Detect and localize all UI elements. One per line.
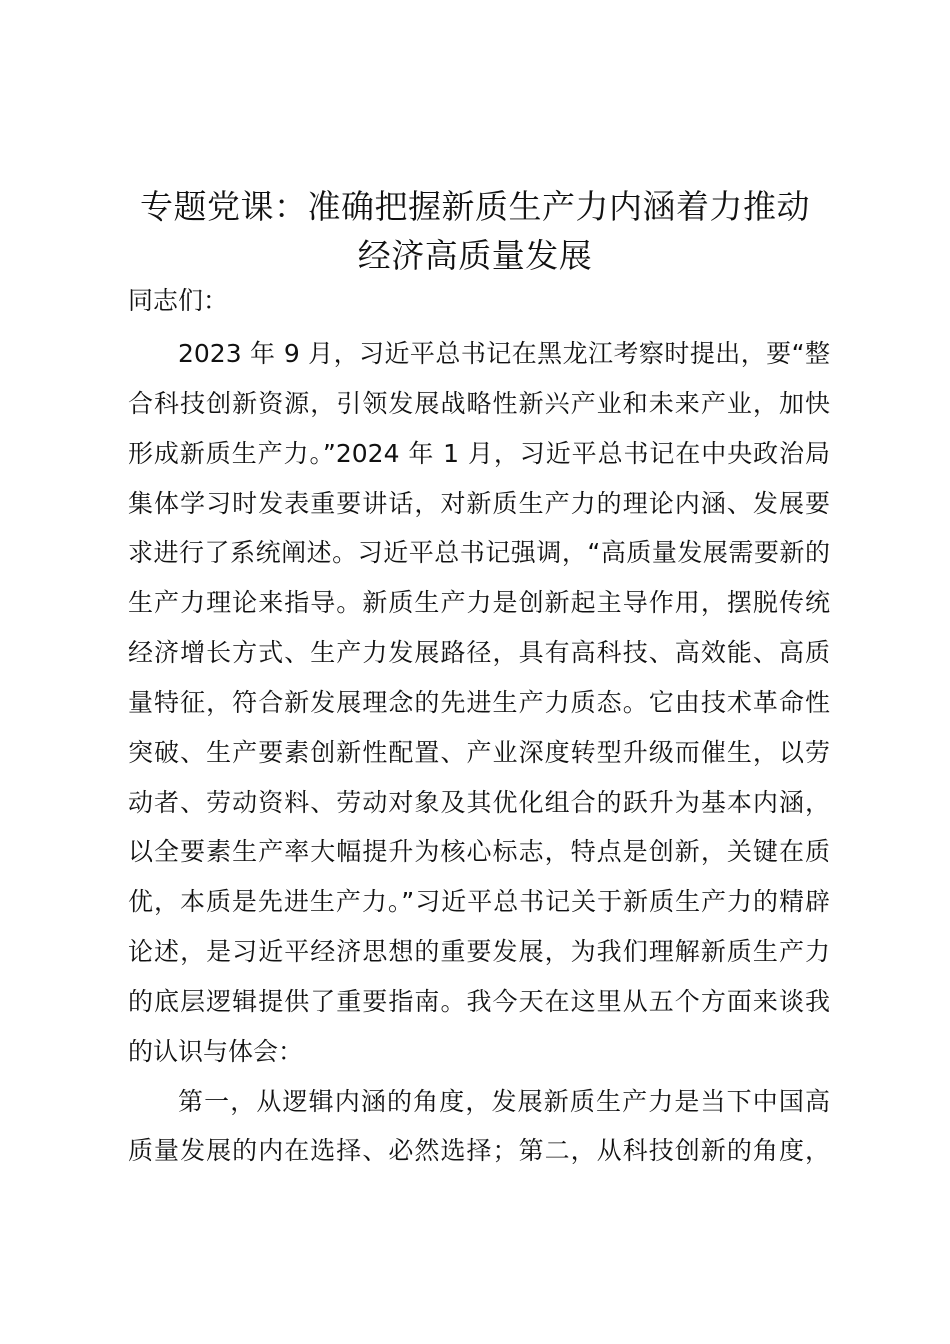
paragraph-1-line: 的底层逻辑提供了重要指南。我今天在这里从五个方面来谈我 <box>128 987 830 1016</box>
paragraph-1-line: 经济增长方式、生产力发展路径，具有高科技、高效能、高质 <box>128 638 830 667</box>
document-title-line-2: 经济高质量发展 <box>357 236 593 275</box>
paragraph-1-line: 合科技创新资源，引领发展战略性新兴产业和未来产业，加快 <box>128 389 830 418</box>
salutation: 同志们： <box>128 286 229 315</box>
paragraph-2-line: 第一，从逻辑内涵的角度，发展新质生产力是当下中国高 <box>178 1087 830 1116</box>
paragraph-2-line: 质量发展的内在选择、必然选择；第二，从科技创新的角度， <box>128 1136 830 1165</box>
paragraph-1-line: 动者、劳动资料、劳动对象及其优化组合的跃升为基本内涵， <box>128 788 830 817</box>
paragraph-1-line: 的认识与体会： <box>128 1037 304 1066</box>
paragraph-1-line: 优，本质是先进生产力。”习近平总书记关于新质生产力的精辟 <box>128 887 830 916</box>
paragraph-1-line: 形成新质生产力。”2024 年 1 月，习近平总书记在中央政治局 <box>128 439 830 468</box>
document-title-line-1: 专题党课：准确把握新质生产力内涵着力推动 <box>140 187 810 226</box>
paragraph-1-line: 集体学习时发表重要讲话，对新质生产力的理论内涵、发展要 <box>128 489 830 518</box>
paragraph-1-line: 生产力理论来指导。新质生产力是创新起主导作用，摆脱传统 <box>128 588 830 617</box>
paragraph-1-line: 量特征，符合新发展理念的先进生产力质态。它由技术革命性 <box>128 688 830 717</box>
paragraph-1-line: 以全要素生产率大幅提升为核心标志，特点是创新，关键在质 <box>128 837 830 866</box>
paragraph-1-line: 突破、生产要素创新性配置、产业深度转型升级而催生，以劳 <box>128 738 830 767</box>
paragraph-1-line: 求进行了系统阐述。习近平总书记强调，“高质量发展需要新的 <box>128 538 830 567</box>
paragraph-1-line: 论述，是习近平经济思想的重要发展，为我们理解新质生产力 <box>128 937 830 966</box>
paragraph-1-line: 2023 年 9 月，习近平总书记在黑龙江考察时提出，要“整 <box>178 339 830 368</box>
